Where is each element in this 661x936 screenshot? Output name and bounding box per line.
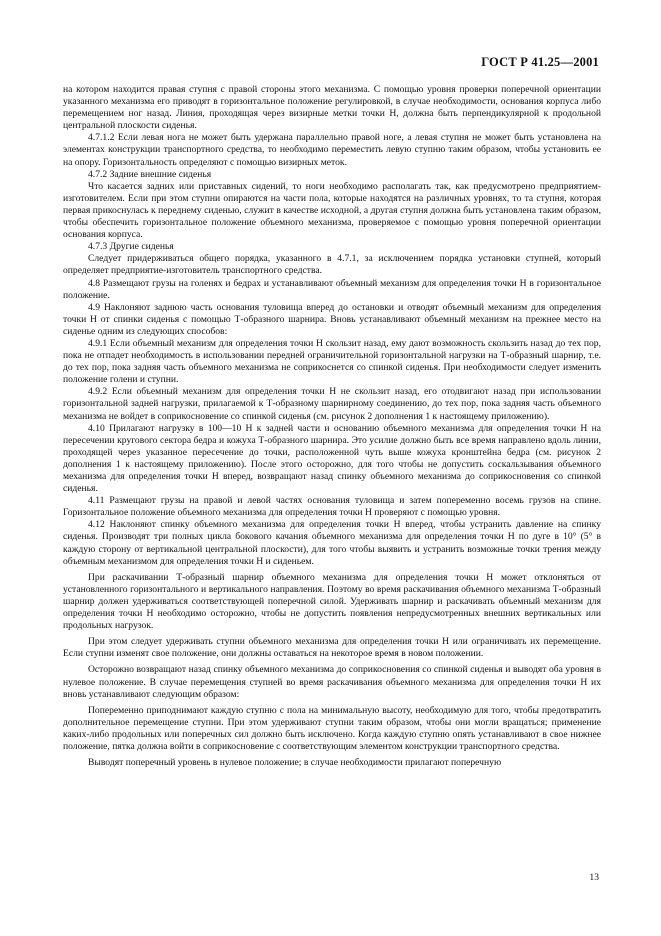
paragraph-4-9-2: 4.9.2 Если объемный механизм для определения точки Н не скользит назад, его отодвигают назад при использовании горизонтальной задней нагрузки, прилагаемой к Т-образному шарнирному соединению, до тех пор, пока задняя часть объемного механизма не войдет в соприкосновение со спинкой сиденья (см. рисунок 2 дополнения 1 к настоящему приложению). bbox=[63, 386, 601, 422]
subheading-4-7-2: 4.7.2 Задние внешние сиденья bbox=[88, 168, 212, 180]
paragraph-continuation: на котором находится правая ступня с правой стороны этого механизма. С помощью уровня проверки поперечной ориентации указанного механизма его приводят в горизонтальное положение регулировкой, в случае необходимости, основания корпуса либо перемещением ног назад. Линия, проходящая через визирные метки точки Н, должна быть перпендикулярной к продольной центральной плоскости сиденья. bbox=[63, 84, 601, 132]
subheading-4-7-3: 4.7.3 Другие сиденья bbox=[88, 241, 174, 253]
paragraph-rocking: При раскачивании Т-образный шарнир объемного механизма для определения точки Н может отклоняться от установленного горизонтального и вертикального направления. Поэтому во время раскачивания объемного механизма Т-образный шарнир должен удерживаться соответствующей поперечной силой. Удерживать шарнир и раскачивать объемный механизм для определения точки Н необходимо осторожно, чтобы не допустить появления непредусмотренных внешних вертикальных или продольных нагрузок. bbox=[63, 571, 601, 632]
paragraph-4-11: 4.11 Размещают грузы на правой и левой частях основания туловища и затем попеременно восемь грузов на спине. Горизонтальное положение объемного механизма для определения точки Н проверяют с помощью уровня. bbox=[63, 495, 601, 519]
page-number: 13 bbox=[589, 872, 599, 883]
paragraph-4-9: 4.9 Наклоняют заднюю часть основания туловища вперед до остановки и отводят объемный механизм для определения точки Н от спинки сиденья с помощью Т-образного шарнира. Вновь устанавливают объемный механизм на прежнее место на сиденье одним из следующих способов: bbox=[63, 301, 601, 337]
paragraph-4-9-1: 4.9.1 Если объемный механизм для определения точки Н скользит назад, ему дают возможность скользить назад до тех пор, пока не отпадет необходимость в использовании передней ограничительной горизонтальной нагрузки на Т-образный шарнир, т.е. до тех пор, пока задняя часть объемного механизма не соприкоснется со спинкой сиденья. При необходимости следует изменить положение голени и ступни. bbox=[63, 337, 601, 386]
paragraph-other-seats: Следует придерживаться общего порядка, указанного в 4.7.1, за исключением порядка установки ступней, который определяет предприятие-изготовитель транспортного средства. bbox=[63, 253, 601, 277]
paragraph-4-8: 4.8 Размещают грузы на голенях и бедрах и устанавливают объемный механизм для определения точки Н в горизонтальное положение. bbox=[63, 277, 601, 301]
paragraph-4-7-1-2: 4.7.1.2 Если левая нога не может быть удержана параллельно правой ноге, а левая ступня не может быть установлена на элементах конструкции транспортного средства, то необходимо переместить левую ступню таким образом, чтобы установить ее на опору. Горизонтальность определяют с помощью визирных меток. bbox=[63, 132, 601, 168]
paragraph-lateral-level: Выводят поперечный уровень в нулевое положение; в случае необходимости прилагают поперечную bbox=[88, 757, 502, 769]
body-text bbox=[63, 84, 601, 769]
paragraph-4-10: 4.10 Прилагают нагрузку в 100—10 Н к задней части и основанию объемного механизма для определения точки Н на пересечении кругового сектора бедра и кожуха Т-образного шарнира. Это усилие должно быть все время направлено вдоль линии, проходящей через указанное пересечение до точки, расположенной чуть выше кожуха кронштейна бедра (см. рисунок 2 дополнения 1 к настоящему приложению). После этого осторожно, для того чтобы не допустить соскальзывания объемного механизма для определения точки Н вперед, возвращают назад спинку объемного механизма до соприкосновения со спинкой сиденья. bbox=[63, 422, 601, 495]
standard-header: ГОСТ Р 41.25—2001 bbox=[481, 55, 599, 69]
paragraph-rear-seats: Что касается задних или приставных сидений, то ноги необходимо располагать так, как предусмотрено предприятием-изготовителем. Если при этом ступни опираются на части пола, которые находятся на различных уровнях, то та ступня, которая первая прикоснулась к переднему сиденью, служит в качестве исходной, а другая ступня должна быть установлена таким образом, чтобы обеспечить горизонтальное положение объемного механизма, проверяемое с помощью уровня поперечной ориентации основания корпуса. bbox=[63, 180, 601, 241]
paragraph-feet-hold: При этом следует удерживать ступни объемного механизма для определения точки Н или ограничивать их перемещение. Если ступни изменят свое положение, они должны оставаться на некоторое время в новом положении. bbox=[63, 636, 601, 660]
paragraph-4-12: 4.12 Наклоняют спинку объемного механизма для определения точки Н вперед, чтобы устранить давление на спинку сиденья. Производят три полных цикла бокового качания объемного механизма для определения точки Н по дуге в 10° (5° в каждую сторону от вертикальной центральной плоскости), для того чтобы выявить и устранить возможные точки трения между объемным механизмом для определения точки Н и сиденьем. bbox=[63, 519, 601, 567]
paragraph-lift-feet: Попеременно приподнимают каждую ступню с пола на минимальную высоту, необходимую для того, чтобы предотвратить дополнительное перемещение ступни. При этом удерживают ступни таким образом, чтобы они могли вращаться; применение каких-либо продольных или поперечных сил должно быть исключено. Когда каждую ступню опять устанавливают в свое нижнее положение, пятка должна войти в соприкосновение с соответствующим элементом конструкции транспортного средства. bbox=[63, 704, 601, 752]
paragraph-return-back: Осторожно возвращают назад спинку объемного механизма до соприкосновения со спинкой сиденья и выводят оба уровня в нулевое положение. В случае перемещения ступней во время раскачивания объемного механизма для определения точки Н их вновь устанавливают следующим образом: bbox=[63, 664, 601, 700]
